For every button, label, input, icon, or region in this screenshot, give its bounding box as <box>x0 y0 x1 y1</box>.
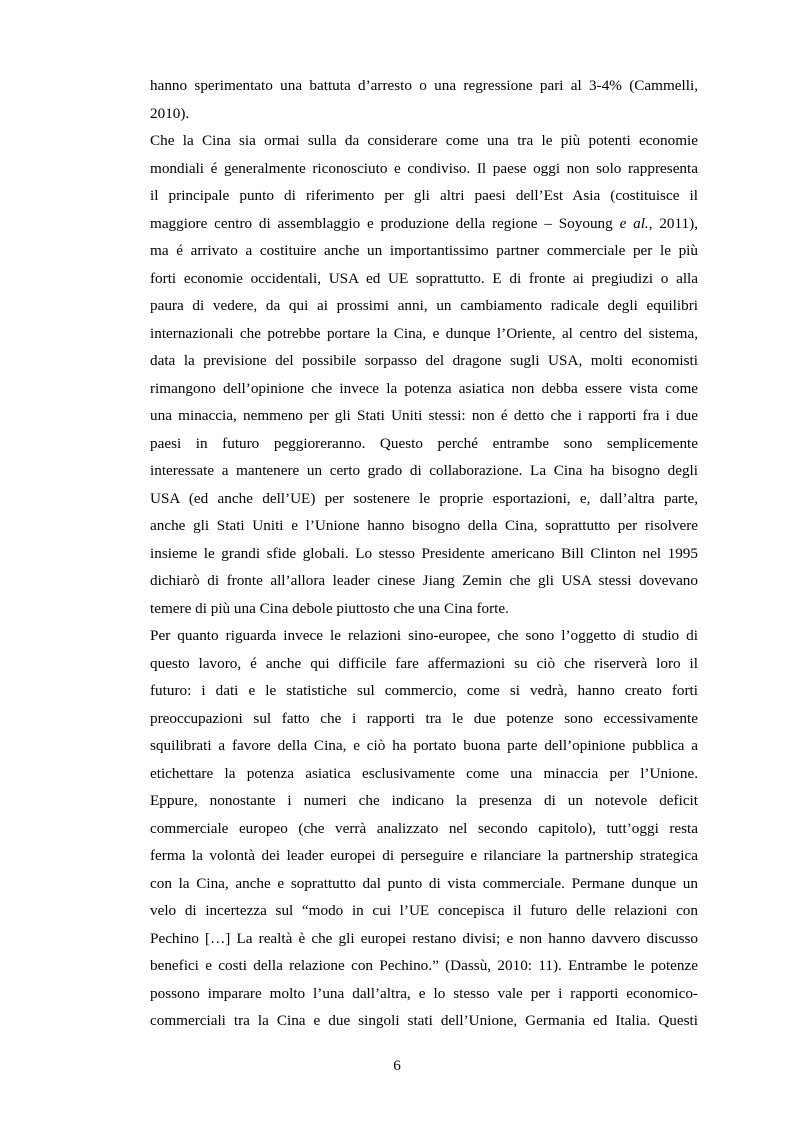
text-line: mondiali é generalmente riconosciuto e condiviso. Il paese oggi non solo rappresenta <box>150 159 698 177</box>
text-line: Per quanto riguarda invece le relazioni sino-europee, che sono l’oggetto di studio di <box>150 627 698 644</box>
text-line: USA (ed anche dell’UE) per sostenere le proprie esportazioni, e, dall’altra parte, <box>150 489 698 507</box>
text-line: Pechino […] La realtà è che gli europei restano divisi; e non hanno davvero discusso <box>150 929 698 947</box>
text-line: rimangono dell’opinione che invece la potenza asiatica non debba essere vista come <box>150 379 698 397</box>
text-line: il principale punto di riferimento per gli altri paesi dell’Est Asia (costituisce il <box>150 187 698 204</box>
text-line: paura di vedere, da qui ai prossimi anni, un cambiamento radicale degli equilibri <box>150 297 698 314</box>
text-line: anche gli Stati Uniti e l’Unione hanno bisogno della Cina, soprattutto per risolvere <box>150 517 698 534</box>
page-number: 6 <box>393 1057 401 1074</box>
text-line: dichiarò di fronte all’allora leader cinese Jiang Zemin che gli USA stessi dovevano <box>150 572 698 589</box>
text-line: preoccupazioni sul fatto che i rapporti tra le due potenze sono eccessivamente <box>150 709 698 727</box>
text-line: ferma la volontà dei leader europei di perseguire e rilanciare la partnership strategica <box>150 847 698 864</box>
text-line: commerciali tra la Cina e due singoli stati dell’Unione, Germania ed Italia. Questi <box>150 1012 698 1029</box>
text-line: interessate a mantenere un certo grado di collaborazione. La Cina ha bisogno degli <box>150 462 698 479</box>
text-line: insieme le grandi sfide globali. Lo stesso Presidente americano Bill Clinton nel 1995 <box>150 544 698 562</box>
citation-et-al: e al. <box>619 214 649 232</box>
text-line: ma é arrivato a costituire anche un importantissimo partner commerciale per le più <box>150 242 698 259</box>
document-body <box>150 72 698 1035</box>
text-line: futuro: i dati e le statistiche sul commercio, come si vedrà, hanno creato forti <box>150 682 698 699</box>
text-line: una minaccia, nemmeno per gli Stati Uniti stessi: non é detto che i rapporti fra i due <box>150 407 698 424</box>
text-line: con la Cina, anche e soprattutto dal punto di vista commerciale. Permane dunque un <box>150 874 698 892</box>
text-line: internazionali che potrebbe portare la Cina, e dunque l’Oriente, al centro del sistema, <box>150 324 698 342</box>
text-line: Che la Cina sia ormai sulla da considerare come una tra le più potenti economie <box>150 132 698 149</box>
text-line: benefici e costi della relazione con Pechino.” (Dassù, 2010: 11). Entrambe le potenze <box>150 957 698 974</box>
text-line: questo lavoro, é anche qui difficile fare affermazioni su ciò che riserverà loro il <box>150 654 698 672</box>
text-line: 2010). <box>150 104 190 122</box>
text-line: data la previsione del possibile sorpasso del dragone sugli USA, molti economisti <box>150 352 698 369</box>
text-line: possono imparare molto l’una dall’altra, e lo stesso vale per i rapporti economico- <box>150 984 698 1002</box>
text-line: commerciale europeo (che verrà analizzato nel secondo capitolo), tutt’oggi resta <box>150 819 698 837</box>
text-line: temere di più una Cina debole piuttosto che una Cina forte. <box>150 599 509 617</box>
text-line: maggiore centro di assemblaggio e produzione della regione – Soyoung e al., 2011), <box>150 214 698 232</box>
text-line: forti economie occidentali, USA ed UE soprattutto. E di fronte ai pregiudizi o alla <box>150 269 698 287</box>
text-line: Eppure, nonostante i numeri che indicano la presenza di un notevole deficit <box>150 792 698 809</box>
text-line: etichettare la potenza asiatica esclusivamente come una minaccia per l’Unione. <box>150 764 698 782</box>
text-line: squilibrati a favore della Cina, e ciò ha portato buona parte dell’opinione pubblica a <box>150 737 698 754</box>
text-line: paesi in futuro peggioreranno. Questo perché entrambe sono semplicemente <box>150 434 698 452</box>
text-line: velo di incertezza sul “modo in cui l’UE concepisca il futuro delle relazioni con <box>150 902 698 919</box>
text-line: hanno sperimentato una battuta d’arresto o una regressione pari al 3-4% (Cammelli, <box>150 77 698 94</box>
